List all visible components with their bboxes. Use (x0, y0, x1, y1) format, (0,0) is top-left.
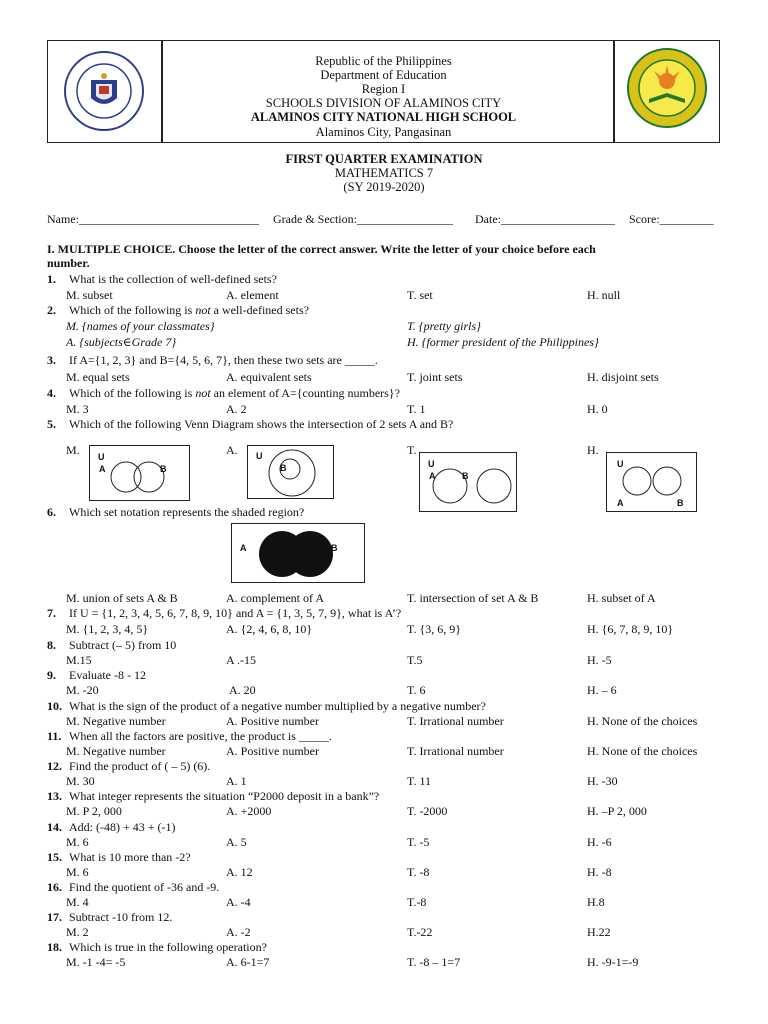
q5-choice-a[interactable]: A. (226, 443, 238, 457)
q11-choice-h[interactable]: H. None of the choices (587, 744, 698, 758)
q10-choice-m[interactable]: M. Negative number (66, 714, 166, 728)
q4-choice-a[interactable]: A. 2 (226, 402, 247, 416)
q13-choice-h[interactable]: H. –P 2, 000 (587, 804, 647, 818)
q3-choice-h[interactable]: H. disjoint sets (587, 370, 659, 384)
q18-choice-h[interactable]: H. -9-1=-9 (587, 955, 639, 969)
q9-choice-h[interactable]: H. – 6 (587, 683, 617, 697)
q3-choice-a[interactable]: A. equivalent sets (226, 370, 312, 384)
q6-choice-h[interactable]: H. subset of A (587, 591, 656, 605)
question-2: 2. Which of the following is not a well-defined sets? (47, 303, 309, 317)
question-6: 6. Which set notation represents the shaded region? (47, 505, 305, 519)
question-15: 15. What is 10 more than -2? (47, 850, 191, 864)
q7-choice-h[interactable]: H. {6, 7, 8, 9, 10} (587, 622, 674, 636)
venn-a-label-b: B (280, 463, 287, 473)
q16-choice-t[interactable]: T.-8 (407, 895, 427, 909)
q17-choice-t[interactable]: T.-22 (407, 925, 433, 939)
question-3: 3. If A={1, 2, 3} and B={4, 5, 6, 7}, then these two sets are _____. (47, 353, 378, 367)
q2-choice-m[interactable]: M. {names of your classmates} (66, 319, 215, 333)
q11-choice-m[interactable]: M. Negative number (66, 744, 166, 758)
q4-choice-m[interactable]: M. 3 (66, 402, 89, 416)
q10-choice-a[interactable]: A. Positive number (226, 714, 319, 728)
venn-diagram-t[interactable] (419, 452, 517, 512)
q6-choice-m[interactable]: M. union of sets A & B (66, 591, 178, 605)
venn-h-label-b: B (677, 498, 684, 508)
header-department: Department of Education (320, 68, 447, 82)
q15-choice-m[interactable]: M. 6 (66, 865, 89, 879)
q14-choice-h[interactable]: H. -6 (587, 835, 612, 849)
question-10: 10. What is the sign of the product of a negative number multiplied by a negative number? (47, 699, 486, 713)
q4-choice-t[interactable]: T. 1 (407, 402, 426, 416)
q6-choice-a[interactable]: A. complement of A (226, 591, 324, 605)
q1-choice-a[interactable]: A. element (226, 288, 279, 302)
q18-choice-a[interactable]: A. 6-1=7 (226, 955, 270, 969)
q7-choice-m[interactable]: M. {1, 2, 3, 4, 5} (66, 622, 149, 636)
date-field[interactable]: Date:___________________ (475, 212, 615, 226)
question-18: 18. Which is true in the following operation? (47, 940, 267, 954)
q6-choice-t[interactable]: T. intersection of set A & B (407, 591, 539, 605)
q1-choice-h[interactable]: H. null (587, 288, 621, 302)
q16-choice-m[interactable]: M. 4 (66, 895, 89, 909)
q17-choice-m[interactable]: M. 2 (66, 925, 89, 939)
section-heading: I. MULTIPLE CHOICE. Choose the letter of the correct answer. Write the letter of your choice before each (47, 242, 596, 256)
question-13: 13. What integer represents the situation “P2000 deposit in a bank”? (47, 789, 380, 803)
q12-choice-t[interactable]: T. 11 (407, 774, 431, 788)
venn-t-label-a: A (429, 471, 436, 481)
question-1: 1. What is the collection of well-defined sets? (47, 272, 277, 286)
q13-choice-m[interactable]: M. P 2, 000 (66, 804, 122, 818)
school-header (47, 40, 720, 143)
q8-choice-t[interactable]: T.5 (407, 653, 423, 667)
venn-diagram-shaded (231, 523, 365, 583)
q2-choice-t[interactable]: T. {pretty girls} (407, 319, 481, 333)
question-12: 12. Find the product of ( – 5) (6). (47, 759, 211, 773)
section-heading-cont: number. (47, 256, 90, 270)
q1-choice-t[interactable]: T. set (407, 288, 433, 302)
venn-m-label-u: U (98, 452, 105, 462)
q10-choice-h[interactable]: H. None of the choices (587, 714, 698, 728)
q15-choice-t[interactable]: T. -8 (407, 865, 430, 879)
q16-choice-a[interactable]: A. -4 (226, 895, 251, 909)
venn-diagram-a[interactable] (247, 445, 334, 499)
q14-choice-a[interactable]: A. 5 (226, 835, 247, 849)
q9-choice-a[interactable]: A. 20 (229, 683, 256, 697)
q10-choice-t[interactable]: T. Irrational number (407, 714, 504, 728)
header-division: SCHOOLS DIVISION OF ALAMINOS CITY (265, 96, 502, 110)
question-11: 11. When all the factors are positive, the product is _____. (47, 729, 332, 743)
question-14: 14. Add: (-48) + 43 + (-1) (47, 820, 176, 834)
q15-choice-a[interactable]: A. 12 (226, 865, 253, 879)
q12-choice-h[interactable]: H. -30 (587, 774, 618, 788)
venn-shaded-circles (232, 524, 366, 584)
header-region: Region I (361, 82, 406, 96)
venn-m-circles (90, 446, 191, 502)
q7-choice-a[interactable]: A. {2, 4, 6, 8, 10} (226, 622, 313, 636)
q13-choice-a[interactable]: A. +2000 (226, 804, 272, 818)
venn-a-label-u: U (256, 451, 263, 461)
q12-choice-m[interactable]: M. 30 (66, 774, 95, 788)
venn-t-label-u: U (428, 459, 435, 469)
q5-choice-h[interactable]: H. (587, 443, 599, 457)
q14-choice-m[interactable]: M. 6 (66, 835, 89, 849)
q17-choice-a[interactable]: A. -2 (226, 925, 251, 939)
q5-choice-m[interactable]: M. (66, 443, 80, 457)
exam-subject: MATHEMATICS 7 (334, 166, 434, 180)
header-republic: Republic of the Philippines (315, 54, 452, 68)
venn-diagram-h[interactable] (606, 452, 697, 512)
venn-h-label-u: U (617, 459, 624, 469)
venn-diagram-m[interactable] (89, 445, 190, 501)
exam-school-year: (SY 2019-2020) (343, 180, 425, 194)
q18-choice-t[interactable]: T. -8 – 1=7 (407, 955, 461, 969)
venn-shaded-label-b: B (331, 543, 338, 553)
q9-choice-t[interactable]: T. 6 (407, 683, 426, 697)
q7-choice-t[interactable]: T. {3, 6, 9} (407, 622, 461, 636)
name-field[interactable]: Name:______________________________ (47, 212, 259, 226)
q2-choice-h[interactable]: H. {former president of the Philippines} (407, 335, 599, 349)
exam-title: FIRST QUARTER EXAMINATION (285, 152, 483, 166)
header-address: Alaminos City, Pangasinan (315, 125, 452, 139)
venn-h-label-a: A (617, 498, 624, 508)
venn-m-label-a: A (99, 464, 106, 474)
q9-choice-m[interactable]: M. -20 (66, 683, 99, 697)
q4-choice-h[interactable]: H. 0 (587, 402, 608, 416)
q8-choice-h[interactable]: H. -5 (587, 653, 612, 667)
q11-choice-t[interactable]: T. Irrational number (407, 744, 504, 758)
q13-choice-t[interactable]: T. -2000 (407, 804, 448, 818)
question-8: 8. Subtract (– 5) from 10 (47, 638, 177, 652)
q1-choice-m[interactable]: M. subset (66, 288, 113, 302)
q18-choice-m[interactable]: M. -1 -4= -5 (66, 955, 126, 969)
header-school-name: ALAMINOS CITY NATIONAL HIGH SCHOOL (250, 110, 517, 124)
question-5: 5. Which of the following Venn Diagram shows the intersection of 2 sets A and B? (47, 417, 454, 431)
question-4: 4. Which of the following is not an element of A={counting numbers}? (47, 386, 400, 400)
question-17: 17. Subtract -10 from 12. (47, 910, 173, 924)
q3-choice-t[interactable]: T. joint sets (407, 370, 463, 384)
venn-t-circles (420, 453, 518, 513)
q15-choice-h[interactable]: H. -8 (587, 865, 612, 879)
q17-choice-h[interactable]: H.22 (587, 925, 611, 939)
grade-section-field[interactable]: Grade & Section:________________ (273, 212, 453, 226)
q2-choice-a[interactable]: A. {subjects∈Grade 7} (66, 335, 177, 349)
question-16: 16. Find the quotient of -36 and -9. (47, 880, 220, 894)
q8-choice-m[interactable]: M.15 (66, 653, 92, 667)
q12-choice-a[interactable]: A. 1 (226, 774, 247, 788)
venn-t-label-b: B (462, 471, 469, 481)
question-7: 7. If U = {1, 2, 3, 4, 5, 6, 7, 8, 9, 10} and A = {1, 3, 5, 7, 9}, what is A’? (47, 606, 402, 620)
q8-choice-a[interactable]: A .-15 (226, 653, 256, 667)
venn-m-label-b: B (160, 464, 167, 474)
q11-choice-a[interactable]: A. Positive number (226, 744, 319, 758)
venn-shaded-label-a: A (240, 543, 247, 553)
q14-choice-t[interactable]: T. -5 (407, 835, 430, 849)
q5-choice-t[interactable]: T. (407, 443, 417, 457)
question-9: 9. Evaluate -8 - 12 (47, 668, 146, 682)
score-field[interactable]: Score:_________ (629, 212, 714, 226)
q16-choice-h[interactable]: H.8 (587, 895, 605, 909)
q3-choice-m[interactable]: M. equal sets (66, 370, 130, 384)
